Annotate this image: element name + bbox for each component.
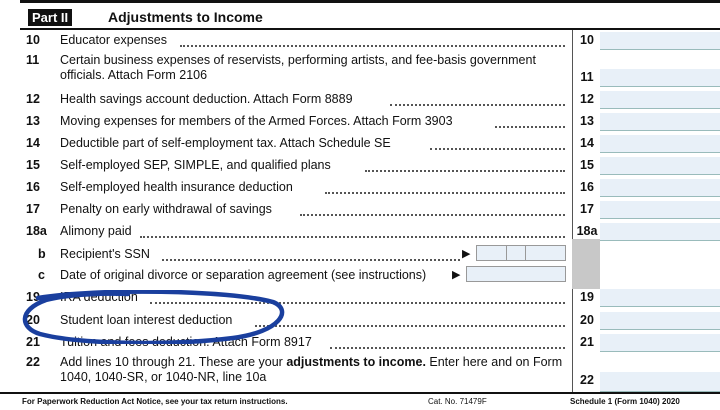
footer-form-id: Schedule 1 (Form 1040) 2020 — [570, 397, 680, 406]
leader-dots — [140, 234, 565, 238]
line-description-start: Add lines 10 through 21. These are your — [60, 355, 287, 369]
part-title: Adjustments to Income — [108, 9, 263, 25]
leader-dots — [365, 168, 565, 172]
line-letter: b — [38, 247, 46, 261]
box-label-22: 22 — [580, 373, 594, 387]
leader-dots — [255, 323, 565, 327]
box-label-21: 21 — [580, 335, 594, 349]
leader-dots — [390, 102, 565, 106]
box-column-divider — [572, 30, 573, 392]
box-label-15: 15 — [580, 158, 594, 172]
amount-field-12[interactable] — [600, 91, 720, 109]
box-label-17: 17 — [580, 202, 594, 216]
line-number: 16 — [26, 180, 40, 194]
line-description: Self-employed SEP, SIMPLE, and qualified plans — [60, 158, 331, 172]
line-description — [60, 355, 568, 385]
line-number: 17 — [26, 202, 40, 216]
leader-dots — [300, 212, 565, 216]
line-description: Moving expenses for members of the Armed Forces. Attach Form 3903 — [60, 114, 453, 128]
hand-drawn-circle-annotation — [18, 290, 288, 344]
line-description: Certain business expenses of reservists, performing artists, and fee-basis government officials. Attach Form 2106 — [60, 53, 536, 82]
box-label-13: 13 — [580, 114, 594, 128]
box-label-20: 20 — [580, 313, 594, 327]
ssn-separator — [506, 246, 507, 260]
page-footer — [0, 392, 720, 410]
recipient-ssn-field[interactable] — [476, 245, 566, 261]
line-number: 19 — [26, 290, 40, 304]
footer-catalog-number: Cat. No. 71479F — [428, 397, 487, 406]
line-description: Recipient's SSN — [60, 247, 150, 261]
line-description: Penalty on early withdrawal of savings — [60, 202, 272, 216]
line-description: Alimony paid — [60, 224, 132, 238]
line-number: 21 — [26, 335, 40, 349]
amount-field-10[interactable] — [600, 32, 720, 50]
leader-dots — [180, 43, 565, 47]
box-label-19: 19 — [580, 290, 594, 304]
amount-field-13[interactable] — [600, 113, 720, 131]
amount-field-20[interactable] — [600, 312, 720, 330]
top-rule — [20, 0, 720, 3]
line-number: 15 — [26, 158, 40, 172]
box-label-16: 16 — [580, 180, 594, 194]
box-label-10: 10 — [580, 33, 594, 47]
leader-dots — [430, 146, 565, 150]
leader-dots — [495, 124, 565, 128]
arrow-right-icon: ▶ — [452, 269, 461, 281]
line-description: IRA deduction — [60, 290, 138, 304]
ssn-separator — [525, 246, 526, 260]
amount-field-19[interactable] — [600, 289, 720, 307]
line-number: 10 — [26, 33, 40, 47]
leader-dots — [330, 345, 565, 349]
amount-field-14[interactable] — [600, 135, 720, 153]
line-description-end: Enter here and on Form 1040, 1040-SR, or 1040-NR, line 10a — [60, 355, 563, 384]
part-label: Part II — [28, 9, 72, 26]
part-header — [20, 6, 720, 30]
line-number: 20 — [26, 313, 40, 327]
leader-dots — [162, 257, 460, 261]
box-label-12: 12 — [580, 92, 594, 106]
amount-field-21[interactable] — [600, 334, 720, 352]
box-label-14: 14 — [580, 136, 594, 150]
line-description: Deductible part of self-employment tax. Attach Schedule SE — [60, 136, 391, 150]
box-label-18a: 18a — [576, 224, 598, 238]
line-number: 14 — [26, 136, 40, 150]
amount-field-11[interactable] — [600, 69, 720, 87]
divorce-date-field[interactable] — [466, 266, 566, 282]
arrow-right-icon: ▶ — [462, 248, 471, 260]
box-label-11: 11 — [580, 70, 594, 84]
leader-dots — [325, 190, 565, 194]
shaded-area — [572, 239, 600, 289]
amount-field-18a[interactable] — [600, 223, 720, 241]
amount-field-16[interactable] — [600, 179, 720, 197]
amount-field-15[interactable] — [600, 157, 720, 175]
amount-field-22[interactable] — [600, 372, 720, 392]
line-number: 11 — [26, 53, 40, 67]
footer-paperwork-notice: For Paperwork Reduction Act Notice, see your tax return instructions. — [22, 397, 288, 406]
line-description-bold: adjustments to income. — [286, 355, 426, 369]
line-number: 13 — [26, 114, 40, 128]
line-number: 12 — [26, 92, 40, 106]
line-number: 18a — [26, 224, 47, 238]
line-number: 22 — [26, 355, 40, 369]
line-description: Tuition and fees deduction. Attach Form 8917 — [60, 335, 312, 349]
line-description: Self-employed health insurance deduction — [60, 180, 293, 194]
line-description: Health savings account deduction. Attach Form 8889 — [60, 92, 353, 106]
line-description: Educator expenses — [60, 33, 168, 47]
amount-field-17[interactable] — [600, 201, 720, 219]
line-description: Date of original divorce or separation agreement (see instructions) — [60, 268, 427, 282]
line-description: Student loan interest deduction — [60, 313, 233, 327]
line-letter: c — [38, 268, 45, 282]
